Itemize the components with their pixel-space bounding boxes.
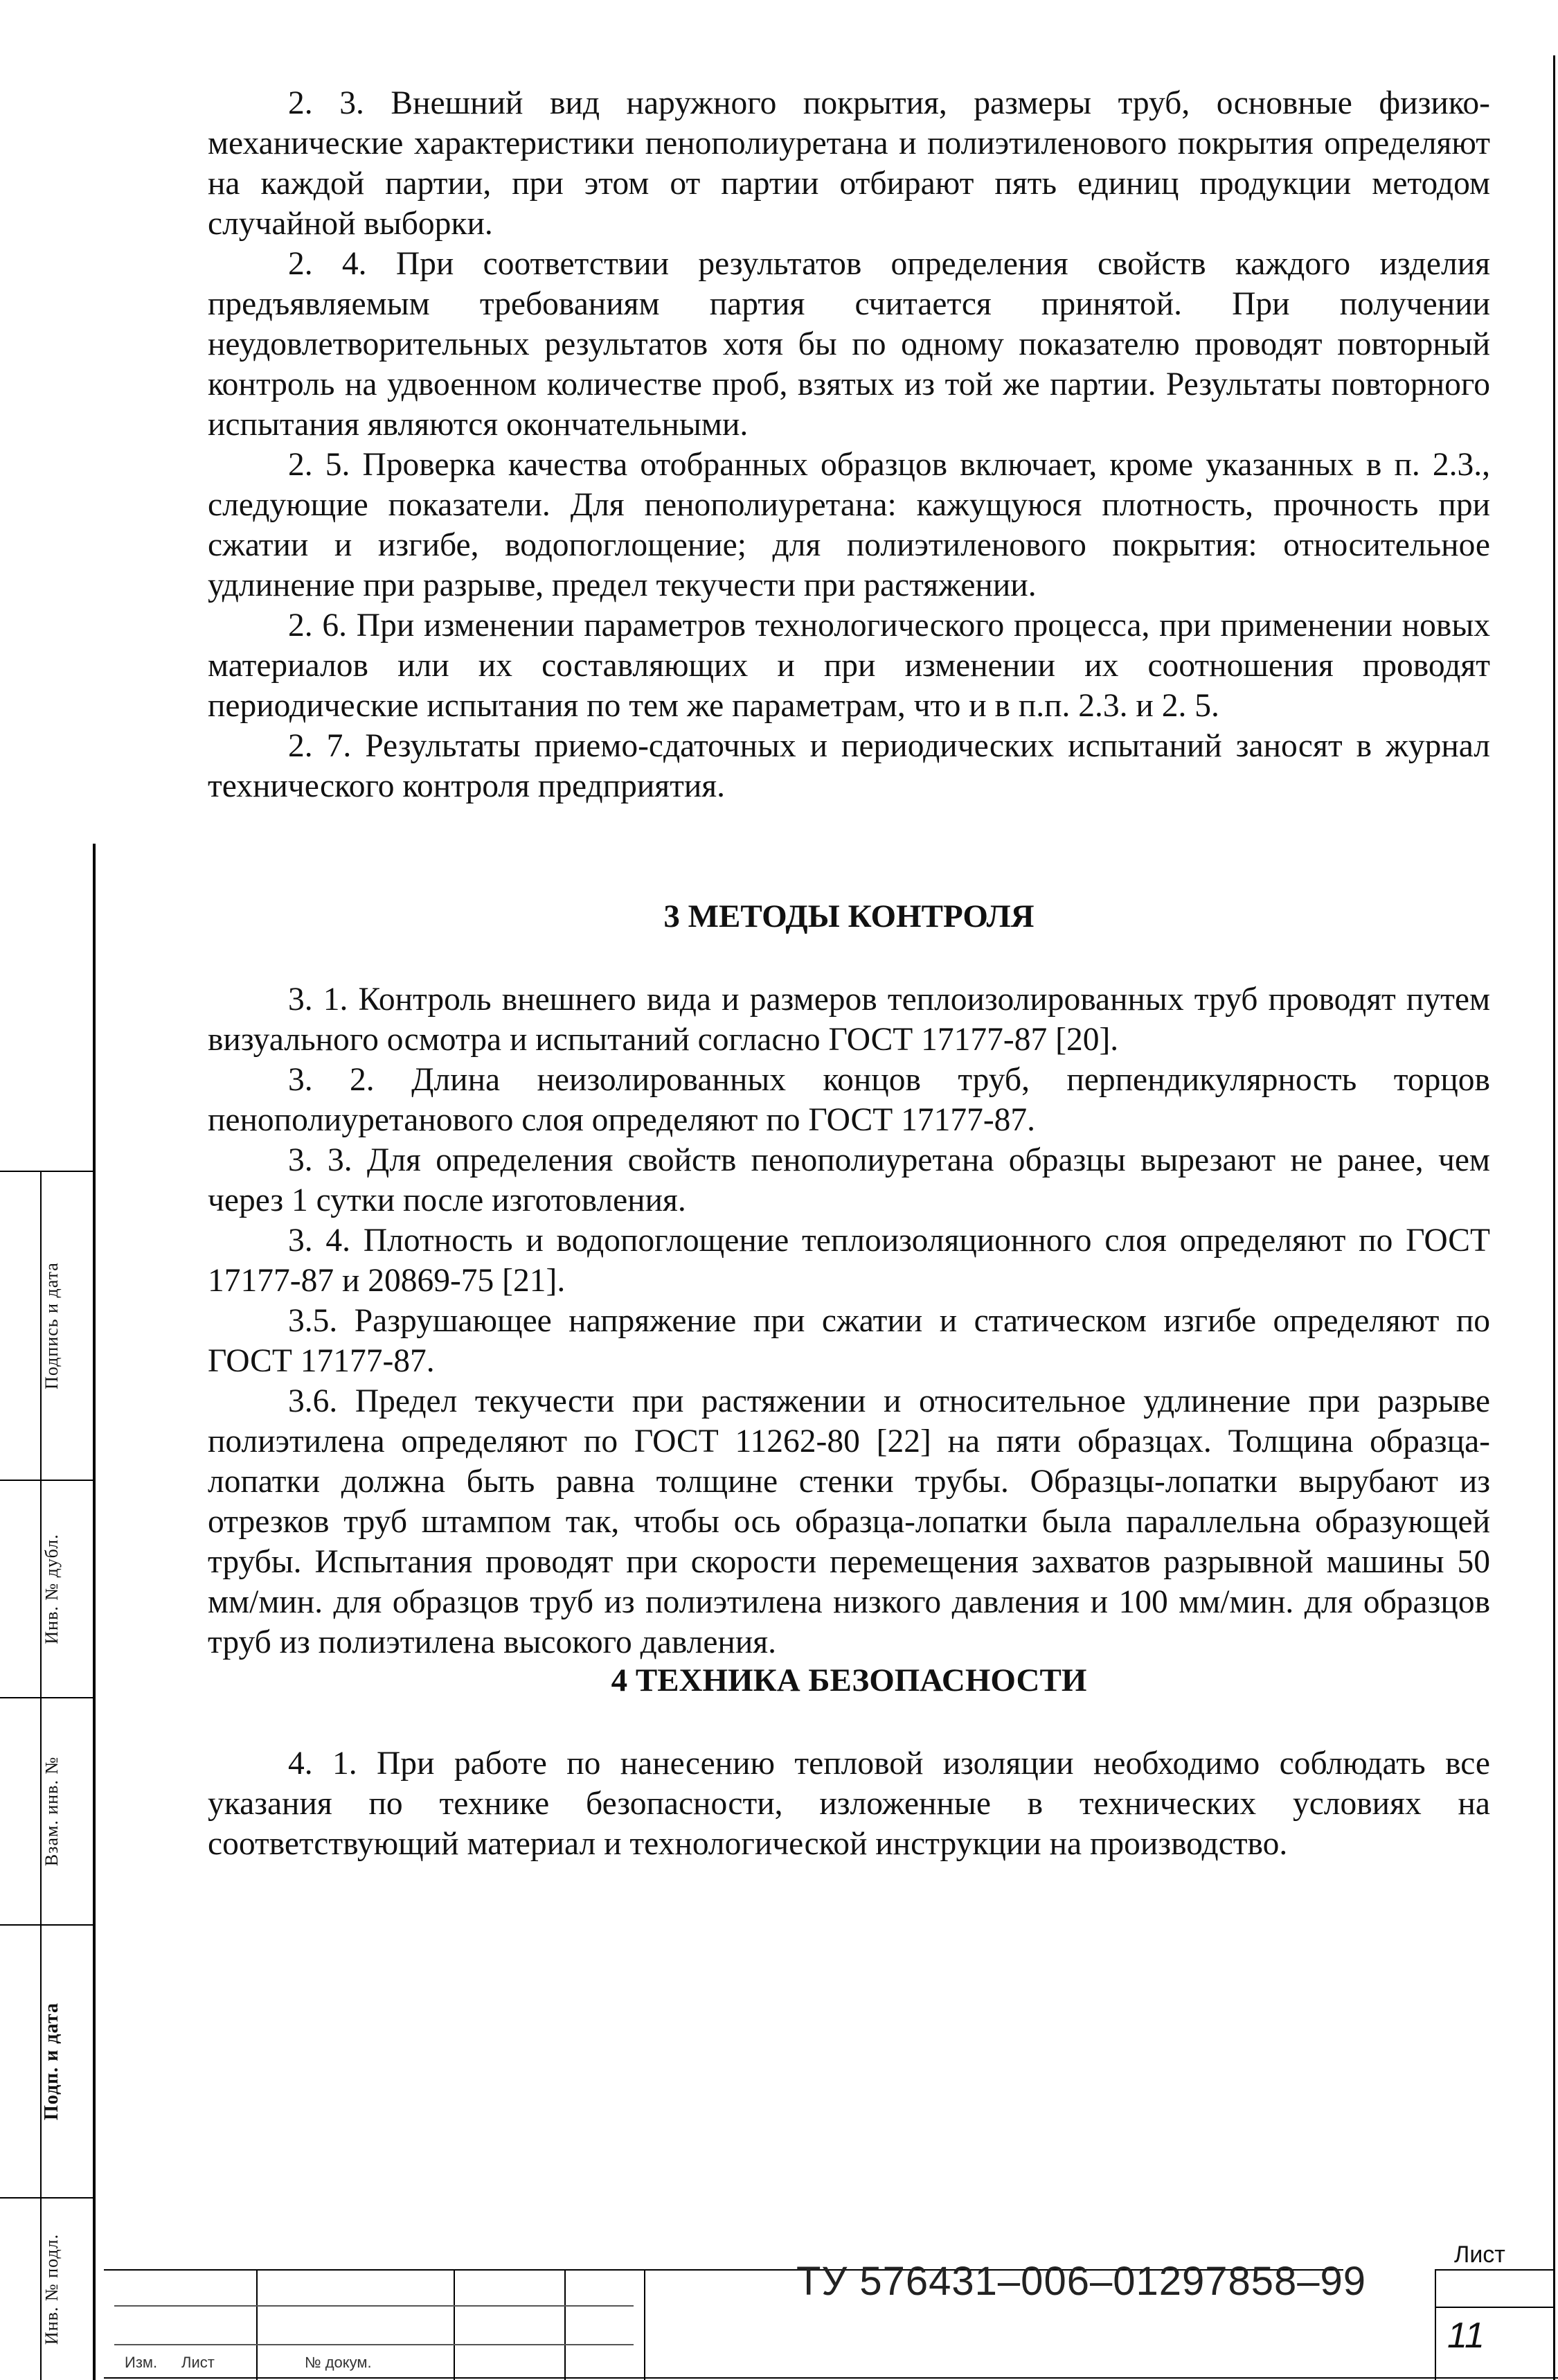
frame-right-border xyxy=(1553,55,1555,2380)
section-2-text xyxy=(208,83,1490,806)
tb-vline-3 xyxy=(564,2269,566,2380)
paragraph-3-6: 3.6. Предел текучести при растяжении и относительное удлинение при разрыве полиэтилена определяют по ГОСТ 11262-80 [22] на пяти образцах. Толщина образца-лопатки должна быть равна толщине стенки трубы. Образцы-лопатки вырубают из отрезков труб штампом так, чтобы ось образца-лопатки была параллельна образующей трубы. Испытания проводят при скорости перемещения захватов разрывной машины 50 мм/мин. для образцов труб из полиэтилена низкого давления и 100 мм/мин. для образцов труб из полиэтилена высокого давления. xyxy=(208,1383,1490,1660)
paragraph-2-7: 2. 7. Результаты приемо-сдаточных и периодических испытаний заносят в журнал технического контроля предприятия. xyxy=(208,728,1490,804)
col-label-change: Изм. xyxy=(125,2354,158,2371)
side-cell-replace-inv xyxy=(0,1698,90,1924)
side-label-dup-inv: Инв. № дубл. xyxy=(42,1534,62,1644)
paragraph-3-4: 3. 4. Плотность и водопоглощение теплоизоляционного слоя определяют по ГОСТ 17177-87 и 20869-75 [21]. xyxy=(208,1223,1490,1299)
paragraph-3-2: 3. 2. Длина неизолированных концов труб, перпендикулярность торцов пенополиуретанового слоя определяют по ГОСТ 17177-87. xyxy=(208,1062,1490,1138)
col-label-sheet: Лист xyxy=(181,2354,215,2371)
side-label-orig-inv: Инв. № подл. xyxy=(42,2233,62,2345)
paragraph-2-6: 2. 6. При изменении параметров технологического процесса, при применении новых материалов или их составляющих и при изменении их соотношения проводят периодические испытания по тем же параметрам, что и в п.п. 2.3. и 2. 5. xyxy=(208,607,1490,724)
tb-vline-1 xyxy=(256,2269,258,2380)
sheet-box-top xyxy=(1435,2269,1554,2271)
paragraph-2-5: 2. 5. Проверка качества отобранных образцов включает, кроме указанных в п. 2.3., следующие показатели. Для пенополиуретана: кажущуюся плотность, прочность при сжатии и изгибе, водопоглощение; для полиэтиленового покрытия: относительное удлинение при разрыве, предел текучести при растяжении. xyxy=(208,447,1490,603)
tb-hline-b xyxy=(114,2344,634,2345)
tb-hline-a xyxy=(114,2305,634,2307)
side-cell-dup-inv xyxy=(0,1481,90,1697)
sheet-label: Лист xyxy=(1454,2241,1505,2268)
section-3-text xyxy=(208,979,1490,1662)
side-label-sign-date: Подп. и дата xyxy=(41,2002,62,2120)
sheet-number: 11 xyxy=(1447,2316,1485,2356)
paragraph-2-4: 2. 4. При соответствии результатов определения свойств каждого изделия предъявляемым требованиям партия считается принятой. При получении неудовлетворительных результатов хотя бы по одному показателю проводят повторный контроль на удвоенном количестве проб, взятых из той же партии. Результаты повторного испытания являются окончательными. xyxy=(208,246,1490,443)
frame-left-border xyxy=(93,844,96,2380)
side-cell-orig-inv xyxy=(0,2199,90,2380)
side-label-replace-inv: Взам. инв. № xyxy=(42,1756,62,1867)
paragraph-4-1: 4. 1. При работе по нанесению тепловой изоляции необходимо соблюдать все указания по технике безопасности, изложенные в технических условиях на соответствующий материал и технологической инструкции на производство. xyxy=(208,1746,1490,1862)
section-3-heading: 3 МЕТОДЫ КОНТРОЛЯ xyxy=(663,898,1035,934)
tb-vline-2 xyxy=(454,2269,455,2380)
section-4-heading: 4 ТЕХНИКА БЕЗОПАСНОСТИ xyxy=(611,1662,1087,1698)
paragraph-3-1: 3. 1. Контроль внешнего вида и размеров теплоизолированных труб проводят путем визуального осмотра и испытаний согласно ГОСТ 17177-87 [20]. xyxy=(208,982,1490,1058)
side-cell-sign-date-bold xyxy=(0,1926,90,2197)
document-code: ТУ 576431–006–01297858–99 xyxy=(796,2259,1367,2304)
col-label-doc-no: № докум. xyxy=(305,2354,372,2371)
title-block-bottom-border xyxy=(104,2377,1558,2379)
section-4-text xyxy=(208,1743,1490,1864)
paragraph-3-3: 3. 3. Для определения свойств пенополиуретана образцы вырезают не ранее, чем через 1 сутки после изготовления. xyxy=(208,1142,1490,1218)
sheet-box-mid xyxy=(1435,2307,1554,2308)
paragraph-3-5: 3.5. Разрушающее напряжение при сжатии и статическом изгибе определяют по ГОСТ 17177-87. xyxy=(208,1303,1490,1379)
sheet-box-left xyxy=(1435,2269,1436,2380)
side-label-signature-date: Подпись и дата xyxy=(42,1262,62,1389)
paragraph-2-3: 2. 3. Внешний вид наружного покрытия, размеры труб, основные физико-механические характеристики пенополиуретана и полиэтиленового покрытия определяют на каждой партии, при этом от партии отбирают пять единиц продукции методом случайной выборки. xyxy=(208,85,1490,242)
tb-vline-4 xyxy=(644,2269,645,2380)
side-cell-signature-date xyxy=(0,1172,90,1480)
